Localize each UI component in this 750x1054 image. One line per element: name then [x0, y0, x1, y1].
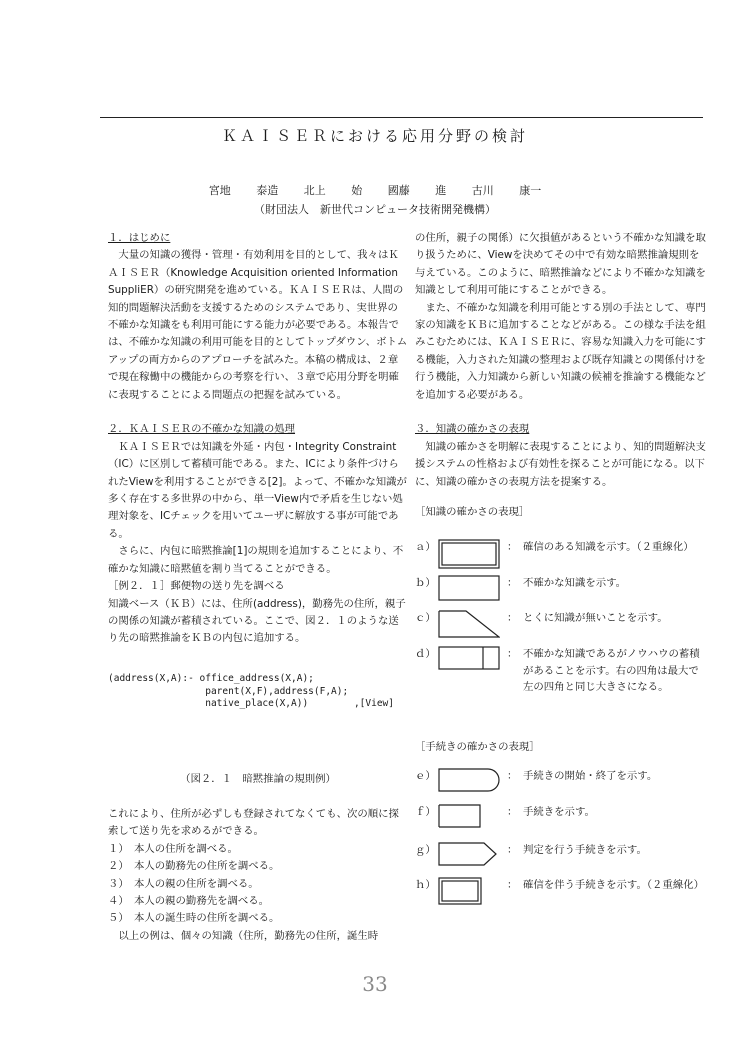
- section-3-heading: ３．知識の確かさの表現: [415, 423, 530, 436]
- right-text-1: の住所，親子の関係）に欠損値があるという不確かな知識を取り扱うために、Viewを決めてその中で有効な暗黙推論規則を与えている。このように、暗黙推論などにより不確かな知識を知識として利用可能にすることができる。: [415, 232, 706, 297]
- item-label: ｈ）: [415, 879, 436, 891]
- header-rule: [100, 117, 703, 118]
- closing-text: 以上の例は、個々の知識（住所，勤務先の住所，誕生時: [118, 929, 379, 942]
- step: ４） 本人の親の勤務先を調べる。: [108, 895, 270, 908]
- item-description: 確信のある知識を示す。（２重線化）: [523, 541, 694, 553]
- item-description: 不確かな知識であるがノウハウの蓄積があることを示す。右の四角は最大で左の四角と同じ大きさになる。: [523, 648, 700, 693]
- page-number: 33: [362, 972, 388, 996]
- item-colon: ：: [507, 541, 518, 553]
- knowledge-subheading: ［知識の確かさの表現］: [415, 506, 530, 518]
- right-text-2: また、不確かな知識を利用可能とする別の手法として、専門家の知識をＫＢに追加することなどがある。この様な手法を組みこむためには、ＫＡＩＳＥＲに、容易な知識入力を可能にする機能，入力された知識の整理および既存知識との関係付けを行う機能，入力知識から新しい知識の候補を推論する機能などを追加する必要がある。: [415, 301, 706, 401]
- item-description: 手続きを示す。: [523, 806, 595, 818]
- item-label: ｂ）: [415, 577, 436, 589]
- affiliation: （財団法人 新世代コンピュータ技術開発機構）: [254, 203, 496, 216]
- step: ５） 本人の誕生時の住所を調べる。: [108, 912, 280, 925]
- section-1-text: 大量の知識の獲得・管理・有効利用を目的として、我々はＫＡＩＳＥＲ（Knowledge Acquisition oriented Information SuppliER）の研究開発を進めている。ＫＡＩＳＥＲは、人間の知的問題解決活動を支援するためのシステムであり、実世界の不確かな知識をも利用可能にする能力が必要である。本報告では、不確かな知識の利用可能を目的としてトップダウン、ボトムアップの両方からのアプローチを試みた。本稿の構成は、２章で現在稼働中の機能からの考察を行い、３章で応用分野を明確に表現することによる問題点の把握を試みている。: [108, 249, 408, 401]
- author-list: [0, 182, 750, 198]
- item-label: ｄ）: [415, 648, 436, 660]
- author: 北上 始: [303, 184, 363, 197]
- item-colon: ：: [507, 806, 518, 818]
- example-heading: ［例２．１］郵便物の送り先を調べる: [108, 580, 285, 593]
- rect-symbol: [438, 575, 500, 601]
- left-lower-text: [108, 806, 408, 945]
- item-colon: ：: [507, 612, 518, 624]
- left-column: [108, 230, 408, 711]
- procedure-subheading: ［手続きの確かさの表現］: [415, 741, 540, 753]
- right-column: [415, 230, 707, 491]
- rule-code: (address(X,A):- office_address(X,A); parent(X,F),address(F,A); native_place(X,A)) ,[View]: [108, 673, 394, 710]
- paper-title: ＫＡＩＳＥＲにおける応用分野の検討: [221, 127, 528, 145]
- step: ３） 本人の親の住所を調べる。: [108, 877, 259, 890]
- item-label: ｇ）: [415, 844, 436, 856]
- item-label: ａ）: [415, 541, 436, 553]
- item-colon: ：: [507, 844, 518, 856]
- item-colon: ：: [507, 770, 518, 782]
- figure-caption: （図２．１ 暗黙推論の規則例）: [180, 773, 336, 785]
- split-rect-symbol: [438, 646, 500, 670]
- section-1-heading: １．はじめに: [108, 232, 171, 244]
- item-description: 判定を行う手続きを示す。: [523, 844, 647, 856]
- lower-text: これにより、住所が必ずしも登録されてなくても、次の順に探索して送り先を求めるができる。: [108, 808, 399, 838]
- item-colon: ：: [507, 879, 518, 891]
- rounded-rect-symbol: [438, 768, 500, 792]
- double-open-symbol: [438, 877, 500, 905]
- section-2-text-2: さらに、内包に暗黙推論[1]の規則を追加することにより、不確かな知識に暗黙値を割り当てることができる。: [108, 545, 404, 575]
- double-rect-symbol: [438, 539, 500, 569]
- arrow-symbol: [438, 842, 500, 866]
- step: １） 本人の住所を調べる。: [108, 842, 238, 855]
- item-label: ｅ）: [415, 770, 436, 782]
- author: 宮地 泰造: [208, 184, 279, 197]
- section-2-text-1: ＫＡＩＳＥＲでは知識を外延・内包・Integrity Constraint（IC）に区別して蓄積可能である。また、ICにより条件づけられたViewを利用することができる[2]。よって、不確かな知識が多く存在する多世界の中から、単一View内で矛盾を生じない処理対象を、ICチェックを用いてユーザに解放する事が可能である。: [108, 440, 407, 540]
- author: 古川 康一: [471, 184, 542, 197]
- item-description: とくに知識が無いことを示す。: [523, 612, 668, 624]
- item-label: ｆ）: [415, 806, 436, 818]
- section-3-text: 知識の確かさを明解に表現することにより、知的問題解決支援システムの性格および有効性を探ることが可能になる。以下に、知識の確かさの表現方法を提案する。: [415, 440, 706, 488]
- item-colon: ：: [507, 648, 518, 660]
- step: ２） 本人の勤務先の住所を調べる。: [108, 860, 280, 873]
- item-description: 不確かな知識を示す。: [523, 577, 627, 589]
- item-colon: ：: [507, 577, 518, 589]
- item-description: 手続きの開始・終了を示す。: [523, 770, 658, 782]
- open-rect-symbol: [438, 804, 500, 828]
- example-text: 知識ベース（ＫＢ）には、住所(address)，勤務先の住所，親子の関係の知識が蓄積されている。ここで、図２．１のような送り先の暗黙推論をＫＢの内包に追加する。: [108, 597, 406, 645]
- item-description: 確信を伴う手続きを示す。（２重線化）: [523, 879, 704, 891]
- author: 國藤 進: [387, 184, 447, 197]
- section-2-heading: ２．ＫＡＩＳＥＲの不確かな知識の処理: [108, 423, 296, 436]
- trapezoid-symbol: [438, 610, 500, 638]
- item-label: ｃ）: [415, 612, 436, 624]
